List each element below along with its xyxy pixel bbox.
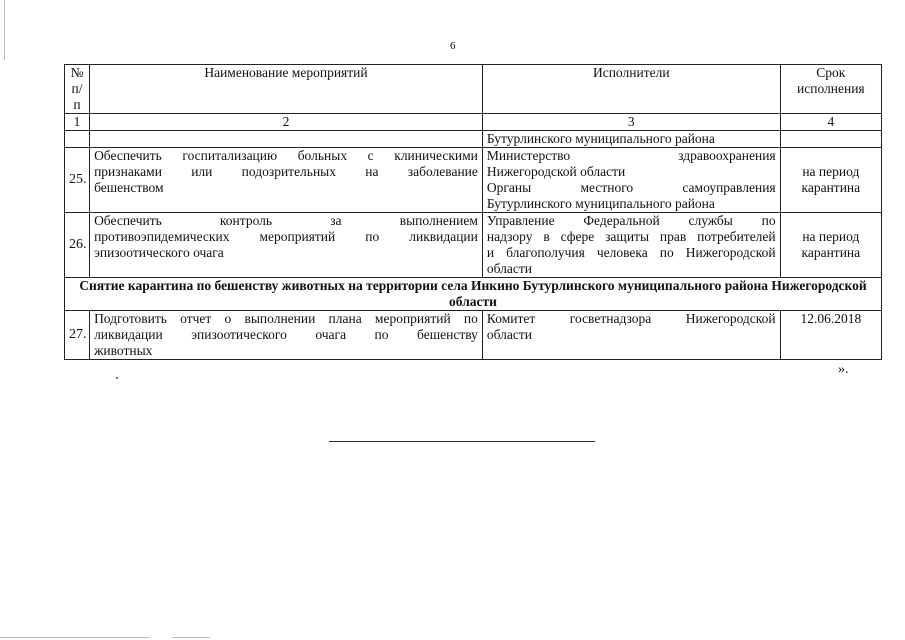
col-number-4: 4 xyxy=(780,114,881,131)
row-deadline: на период карантина xyxy=(780,213,881,278)
row-deadline: на период карантина xyxy=(780,148,881,213)
executor-line: и благополучия человека по Нижегородской xyxy=(486,245,776,260)
executor-line: Министерство здравоохранения xyxy=(486,148,776,163)
scan-edge-mark xyxy=(0,637,150,638)
table-row xyxy=(65,311,882,360)
activity-line: противоэпидемических мероприятий по ликвидации xyxy=(94,229,478,244)
activity-line: Обеспечить контроль за выполнением xyxy=(94,213,478,228)
row-activity xyxy=(90,148,483,213)
table-row xyxy=(65,213,882,278)
row-deadline: 12.06.2018 xyxy=(780,311,881,360)
activity-line: эпизоотического очага xyxy=(94,245,224,260)
row-number: 27. xyxy=(65,311,90,360)
table-header-row xyxy=(65,65,882,114)
executor-line: области xyxy=(486,261,533,276)
row-activity xyxy=(90,213,483,278)
table-row xyxy=(65,148,882,213)
section-row xyxy=(65,278,882,311)
row-activity xyxy=(90,311,483,360)
col-number-2: 2 xyxy=(90,114,483,131)
scan-edge-mark xyxy=(172,637,210,638)
activity-line: Подготовить отчет о выполнении плана мероприятий по xyxy=(94,311,478,326)
page-number: 6 xyxy=(450,40,456,52)
scan-dot xyxy=(116,377,118,379)
executor-line: Нижегородской области xyxy=(486,164,626,179)
signature-line xyxy=(329,441,595,442)
row-executors xyxy=(482,148,780,213)
activities-table xyxy=(64,64,882,360)
header-executors: Исполнители xyxy=(482,65,780,114)
continuation-executor: Бутурлинского муниципального района xyxy=(482,131,780,148)
executor-line: области xyxy=(486,327,533,342)
activity-line: Обеспечить госпитализацию больных с клиническими xyxy=(94,148,478,163)
row-number: 25. xyxy=(65,148,90,213)
executor-line: Управление Федеральной службы по xyxy=(486,213,776,228)
column-number-row xyxy=(65,114,882,131)
col-number-3: 3 xyxy=(482,114,780,131)
executor-line: Бутурлинского муниципального района xyxy=(486,196,715,211)
row-number: 26. xyxy=(65,213,90,278)
activity-line: бешенством xyxy=(94,180,164,195)
continuation-row xyxy=(65,131,882,148)
header-num: № п/п xyxy=(65,65,90,114)
col-number-1: 1 xyxy=(65,114,90,131)
activity-line: ликвидации эпизоотического очага по бешенству xyxy=(94,327,478,342)
activity-line: животных xyxy=(94,343,153,358)
header-deadline: Срок исполнения xyxy=(780,65,881,114)
executor-line: надзору в сфере защиты прав потребителей xyxy=(486,229,776,244)
header-name: Наименование мероприятий xyxy=(90,65,483,114)
section-title: Снятие карантина по бешенству животных на территории села Инкино Бутурлинского муниципального района Нижегородской области xyxy=(65,278,882,311)
row-executors xyxy=(482,311,780,360)
closing-quote: ». xyxy=(838,362,849,377)
executor-line: Органы местного самоуправления xyxy=(486,180,776,195)
row-executors xyxy=(482,213,780,278)
executor-line: Комитет госветнадзора Нижегородской xyxy=(486,311,776,326)
scan-edge-mark xyxy=(0,0,5,60)
activity-line: признаками или подозрительных на заболевание xyxy=(94,164,478,179)
